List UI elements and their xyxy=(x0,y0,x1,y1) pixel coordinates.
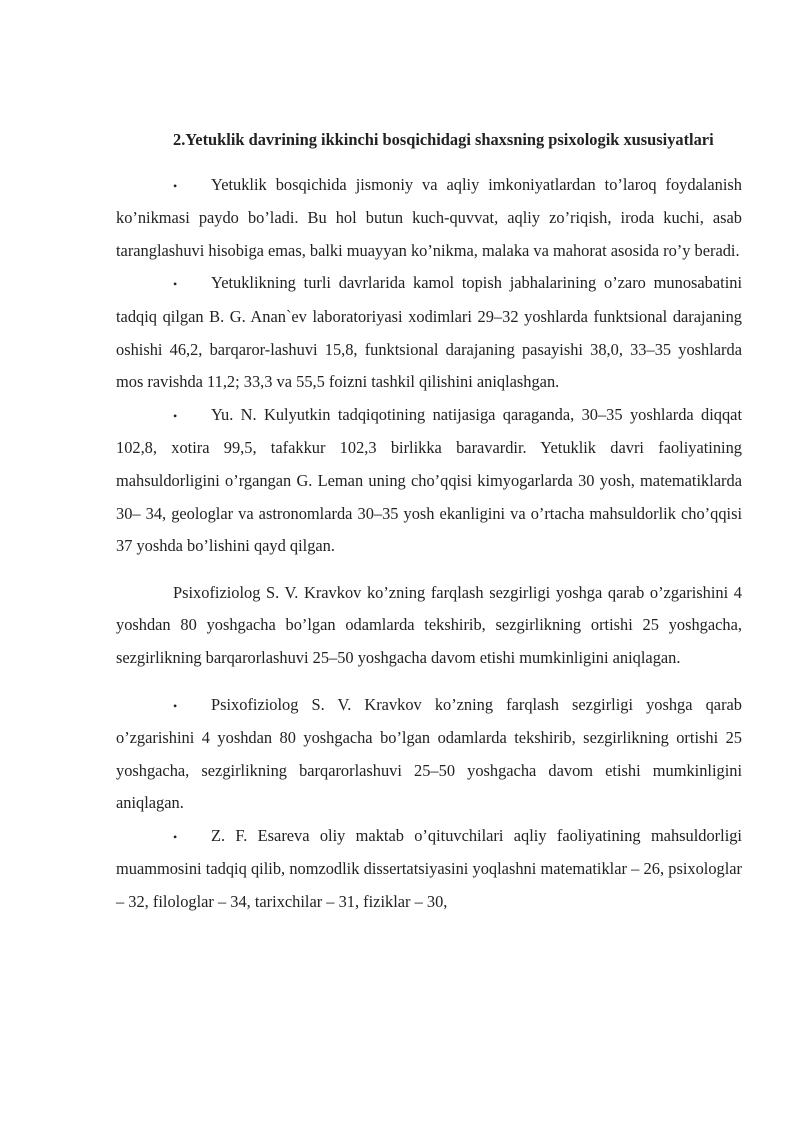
body-paragraph: Psixofiziolog S. V. Kravkov ko’zning farqlash sezgirligi yoshga qarab o’zgarishini 4 yoshdan 80 yoshgacha bo’lgan odamlarda tekshirib, sezgirlikning ortishi 25 yoshgacha, sezgirlikning barqarorlashuvi 25–50 yoshgacha davom etishi mumkinligini aniqlagan. xyxy=(116,582,742,667)
bullet-icon: • xyxy=(173,698,178,713)
bullet-item-5 xyxy=(116,820,742,919)
section-heading: 2.Yetuklik davrining ikkinchi bosqichidagi shaxsning psixologik xususiyatlari xyxy=(173,130,714,149)
bullet-item-text: Psixofiziolog S. V. Kravkov ko’zning farqlash sezgirligi yoshga qarab o’zgarishini 4 yoshdan 80 yoshgacha bo’lgan odamlarda tekshirib, sezgirlikning ortishi 25 yoshgacha, sezgirlikning barqarorlashuvi 25–50 yoshgacha davom etishi mumkinligini aniqlagan. xyxy=(116,694,742,813)
document-page xyxy=(116,124,742,919)
bullet-item-1 xyxy=(116,169,742,268)
bullet-item-4 xyxy=(116,689,742,820)
bullet-item-text: Yetuklikning turli davrlarida kamol topish jabhalarining o’zaro munosabatini tadqiq qilgan B. G. Anan`ev laboratoriyasi xodimlari 29–32 yoshlarda funktsional darajaning oshishi 46,2, barqaror-lashuvi 15,8, funktsional darajaning pasayishi 38,0, 33–35 yoshlarda mos ravishda 11,2; 33,3 va 55,5 foizni tashkil qilishini aniqlashgan. xyxy=(116,273,742,392)
bullet-item-text: Yetuklik bosqichida jismoniy va aqliy imkoniyatlardan to’laroq foydalanish ko’nikmasi paydo bo’ladi. Bu hol butun kuch-quvvat, aqliy zo’riqish, iroda kuchi, asab taranglashuvi hisobiga emas, balki muayyan ko’nikma, malaka va mahorat asosida ro’y beradi. xyxy=(116,174,742,260)
bullet-icon: • xyxy=(173,178,178,193)
bullet-icon: • xyxy=(173,408,178,423)
bullet-item-2 xyxy=(116,267,742,398)
bullet-item-3 xyxy=(116,399,742,563)
bullet-icon: • xyxy=(173,277,178,292)
bullet-icon: • xyxy=(173,829,178,844)
bullet-item-text: Z. F. Esareva oliy maktab o’qituvchilari aqliy faoliyatining mahsuldorligi muammosini tadqiq qilib, nomzodlik dissertatsiyasini yoqlashni matematiklar – 26, psixologlar – 32, filologlar – 34, tarixchilar – 31, fiziklar – 30, xyxy=(116,825,742,912)
bullet-item-text: Yu. N. Kulyutkin tadqiqotining natijasiga qaraganda, 30–35 yoshlarda diqqat 102,8, xotira 99,5, tafakkur 102,3 birlikka baravardir. Yetuklik davri faoliyatining mahsuldorligini o’rgangan G. Leman uning cho’qqisi kimyogarlarda 30 yosh, matematiklarda 30– 34, geologlar va astronomlarda 30–35 yosh ekanligini va o’rtacha mahsuldorlik cho’qqisi 37 yoshda bo’lishini qayd qilgan. xyxy=(116,404,742,556)
